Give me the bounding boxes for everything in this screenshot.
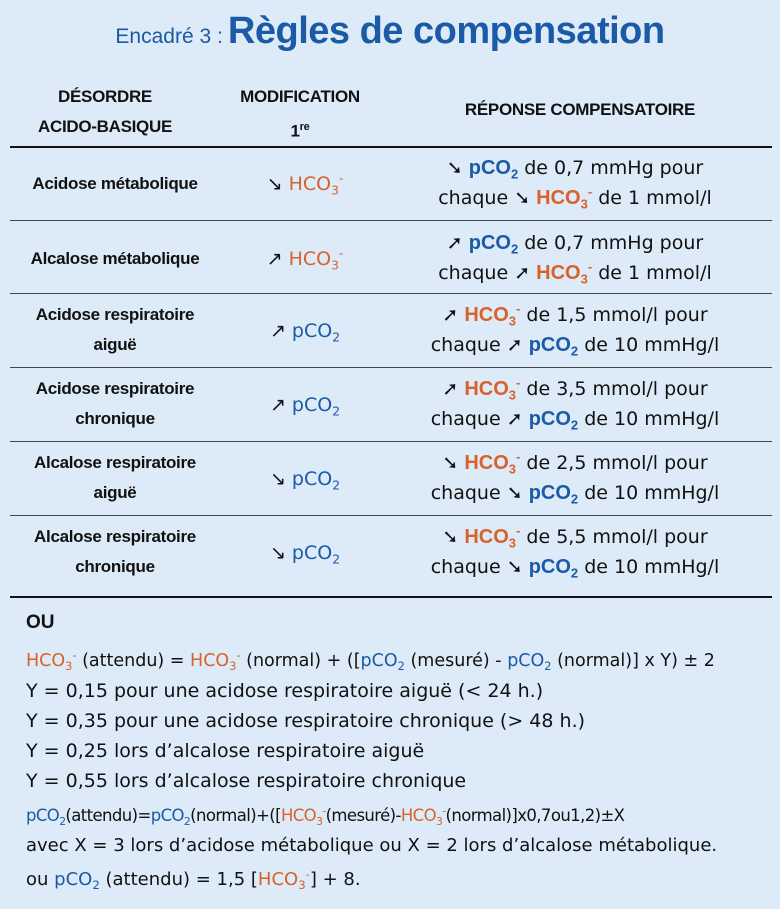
response-chaque: chaque — [430, 482, 501, 504]
arrow-up-icon: ↗ — [266, 248, 283, 270]
disorder-cell — [10, 374, 220, 434]
bold-arrow-up-icon: ➚ — [506, 334, 523, 356]
f6-t1: (attendu)= — [65, 806, 151, 825]
response-text-b: de 10 mmHg/l — [584, 408, 720, 430]
f1-t3: (mesuré) - — [410, 651, 502, 671]
table-row — [10, 522, 772, 584]
response-chem-2: pCO$_2$ — [528, 556, 579, 581]
response-chaque: chaque — [430, 408, 501, 430]
modification-chem: $HCO_3^-$ — [288, 171, 344, 198]
response-chem-2: pCO$_2$ — [528, 334, 579, 359]
response-text-a: de 0,7 mmHg pour — [524, 157, 704, 179]
response-cell — [380, 522, 770, 582]
row-separator — [10, 515, 772, 516]
disorder-line1: Acidose métabolique — [32, 174, 198, 193]
arrow-down-icon: ↘ — [269, 542, 286, 564]
row-separator — [10, 293, 772, 294]
response-chem-2: $HCO_3^-$ — [536, 184, 593, 212]
table-bottom-rule — [10, 596, 772, 598]
x-line: avec X = 3 lors d’acidose métabolique ou X = 2 lors d’alcalose métabolique. — [26, 835, 718, 856]
modification-chem: pCO$_2$ — [291, 542, 341, 567]
modification-chem: pCO$_2$ — [291, 394, 341, 419]
modification-chem: $HCO_3^-$ — [288, 246, 344, 273]
arrow-down-icon: ↘ — [269, 468, 286, 490]
ou-label: OU — [26, 612, 55, 633]
header-disorder — [10, 82, 200, 142]
response-text-b: de 10 mmHg/l — [584, 334, 720, 356]
bold-arrow-down-icon: ➘ — [514, 187, 531, 209]
response-chem-1: pCO$_2$ — [468, 157, 519, 182]
bold-arrow-down-icon: ➘ — [442, 452, 459, 474]
response-text-a: de 0,7 mmHg pour — [524, 232, 704, 254]
disorder-cell — [10, 244, 220, 274]
f8-t1: (attendu) = 1,5 [ — [105, 869, 258, 890]
response-chaque: chaque — [430, 334, 501, 356]
response-cell — [380, 448, 770, 508]
disorder-cell — [10, 522, 220, 582]
bold-arrow-up-icon: ➚ — [514, 262, 531, 284]
header-modification-line2 — [212, 112, 388, 147]
response-line1 — [380, 448, 770, 478]
table-row — [10, 153, 772, 215]
response-line2 — [380, 330, 770, 360]
response-line1 — [380, 374, 770, 404]
response-line2 — [380, 183, 770, 213]
response-line2 — [380, 478, 770, 508]
f1-pco-2: pCO$_2$ — [507, 651, 552, 673]
header-rule — [10, 146, 772, 148]
f6-t2: (normal)+([ — [190, 806, 281, 825]
row-separator — [10, 367, 772, 368]
response-cell — [380, 153, 770, 213]
disorder-line1: Acidose respiratoire — [35, 305, 195, 324]
formula-hco3 — [26, 647, 715, 675]
response-chem-1: $HCO_3^-$ — [464, 375, 521, 403]
f1-pco: pCO$_2$ — [360, 651, 405, 673]
response-chem-2: pCO$_2$ — [528, 482, 579, 507]
modification-chem: pCO$_2$ — [291, 468, 341, 493]
response-text-b: de 10 mmHg/l — [584, 556, 720, 578]
f1-t1: (attendu) = — [82, 651, 185, 671]
bold-arrow-up-icon: ➚ — [506, 408, 523, 430]
disorder-line1: Alcalose respiratoire — [34, 453, 196, 472]
response-text-a: de 2,5 mmol/l pour — [526, 452, 708, 474]
response-chaque: chaque — [430, 556, 501, 578]
response-chaque: chaque — [438, 187, 509, 209]
bold-arrow-up-icon: ➚ — [442, 304, 459, 326]
table-row — [10, 300, 772, 362]
response-chem-1: $HCO_3^-$ — [464, 523, 521, 551]
f6-t3: (mesuré)- — [325, 806, 401, 825]
table-row — [10, 448, 772, 510]
bold-arrow-down-icon: ➘ — [442, 526, 459, 548]
header-first-number: 1 — [290, 121, 300, 141]
response-line2 — [380, 552, 770, 582]
disorder-cell — [10, 300, 220, 360]
f1-hco-2: $HCO_3^-$ — [190, 648, 241, 673]
response-line1 — [380, 300, 770, 330]
modification-cell — [225, 316, 385, 346]
row-separator — [10, 220, 772, 221]
title-prefix: Encadré 3 : — [115, 25, 223, 48]
header-first-sup: re — [299, 121, 310, 133]
header-modification — [212, 82, 388, 147]
response-text-a: de 3,5 mmol/l pour — [526, 378, 708, 400]
header-disorder-line2: ACIDO-BASIQUE — [38, 117, 172, 136]
arrow-up-icon: ↗ — [269, 394, 286, 416]
response-cell — [380, 300, 770, 360]
y-line-1: Y = 0,15 pour une acidose respiratoire aiguë (< 24 h.) — [26, 680, 544, 702]
response-chaque: chaque — [438, 262, 509, 284]
response-chem-2: pCO$_2$ — [528, 408, 579, 433]
response-line1 — [380, 522, 770, 552]
response-text-b: de 1 mmol/l — [598, 262, 712, 284]
disorder-line1: Acidose respiratoire — [35, 379, 195, 398]
modification-cell — [225, 169, 385, 199]
f1-hco: $HCO_3^-$ — [26, 648, 77, 673]
row-separator — [10, 441, 772, 442]
f8-ou: ou — [26, 869, 49, 890]
modification-cell — [225, 464, 385, 494]
header-response: RÉPONSE COMPENSATOIRE — [464, 100, 696, 119]
response-text-b: de 1 mmol/l — [598, 187, 712, 209]
disorder-line2: aiguë — [93, 483, 137, 502]
f8-pco: pCO$_2$ — [54, 869, 100, 893]
f6-pco-2: pCO$_2$ — [150, 806, 191, 828]
disorder-line2: chronique — [75, 409, 155, 428]
bold-arrow-up-icon: ➚ — [442, 378, 459, 400]
modification-chem: pCO$_2$ — [291, 320, 341, 345]
page-title — [0, 10, 780, 53]
response-chem-1: $HCO_3^-$ — [464, 301, 521, 329]
f1-t4: (normal)] x Y) ± 2 — [557, 651, 715, 671]
disorder-line1: Alcalose respiratoire — [34, 527, 196, 546]
f8-t2: ] + 8. — [309, 869, 361, 890]
f1-t2: (normal) + ([ — [246, 651, 361, 671]
disorder-line2: chronique — [75, 557, 155, 576]
response-line2 — [380, 258, 770, 288]
f6-hco-2: $HCO_3^-$ — [400, 804, 446, 828]
f6-t4: (normal)]x0,7ou1,2)±X — [445, 806, 625, 825]
f6-hco: $HCO_3^-$ — [280, 804, 326, 828]
f6-pco: pCO$_2$ — [26, 806, 66, 828]
disorder-line1: Alcalose métabolique — [30, 249, 200, 268]
header-modification-line1: MODIFICATION — [240, 87, 360, 106]
table-row — [10, 374, 772, 436]
response-line1 — [380, 228, 770, 258]
f8-hco: $HCO_3^-$ — [257, 866, 310, 893]
bold-arrow-down-icon: ➘ — [446, 157, 463, 179]
bold-arrow-down-icon: ➘ — [506, 482, 523, 504]
bold-arrow-down-icon: ➘ — [506, 556, 523, 578]
response-text-a: de 5,5 mmol/l pour — [526, 526, 708, 548]
response-chem-1: pCO$_2$ — [468, 232, 519, 257]
response-text-b: de 10 mmHg/l — [584, 482, 720, 504]
y-line-3: Y = 0,25 lors d’alcalose respiratoire aiguë — [26, 740, 425, 762]
disorder-cell — [10, 169, 220, 199]
modification-cell — [225, 244, 385, 274]
response-cell — [380, 228, 770, 288]
response-line2 — [380, 404, 770, 434]
disorder-cell — [10, 448, 220, 508]
arrow-down-icon: ↘ — [266, 173, 283, 195]
bold-arrow-up-icon: ➚ — [446, 232, 463, 254]
y-line-4: Y = 0,55 lors d’alcalose respiratoire chronique — [26, 770, 467, 792]
arrow-up-icon: ↗ — [269, 320, 286, 342]
response-line1 — [380, 153, 770, 183]
disorder-line2: aiguë — [93, 335, 137, 354]
response-chem-2: $HCO_3^-$ — [536, 259, 593, 287]
modification-cell — [225, 390, 385, 420]
header-disorder-line1: DÉSORDRE — [58, 87, 152, 106]
response-chem-1: $HCO_3^-$ — [464, 449, 521, 477]
response-text-a: de 1,5 mmol/l pour — [526, 304, 708, 326]
response-cell — [380, 374, 770, 434]
table-row — [10, 228, 772, 290]
modification-cell — [225, 538, 385, 568]
y-line-2: Y = 0,35 pour une acidose respiratoire chronique (> 48 h.) — [26, 710, 586, 732]
formula-pco2-alt — [26, 866, 361, 894]
formula-pco2 — [26, 802, 624, 830]
title-main: Règles de compensation — [227, 10, 665, 52]
